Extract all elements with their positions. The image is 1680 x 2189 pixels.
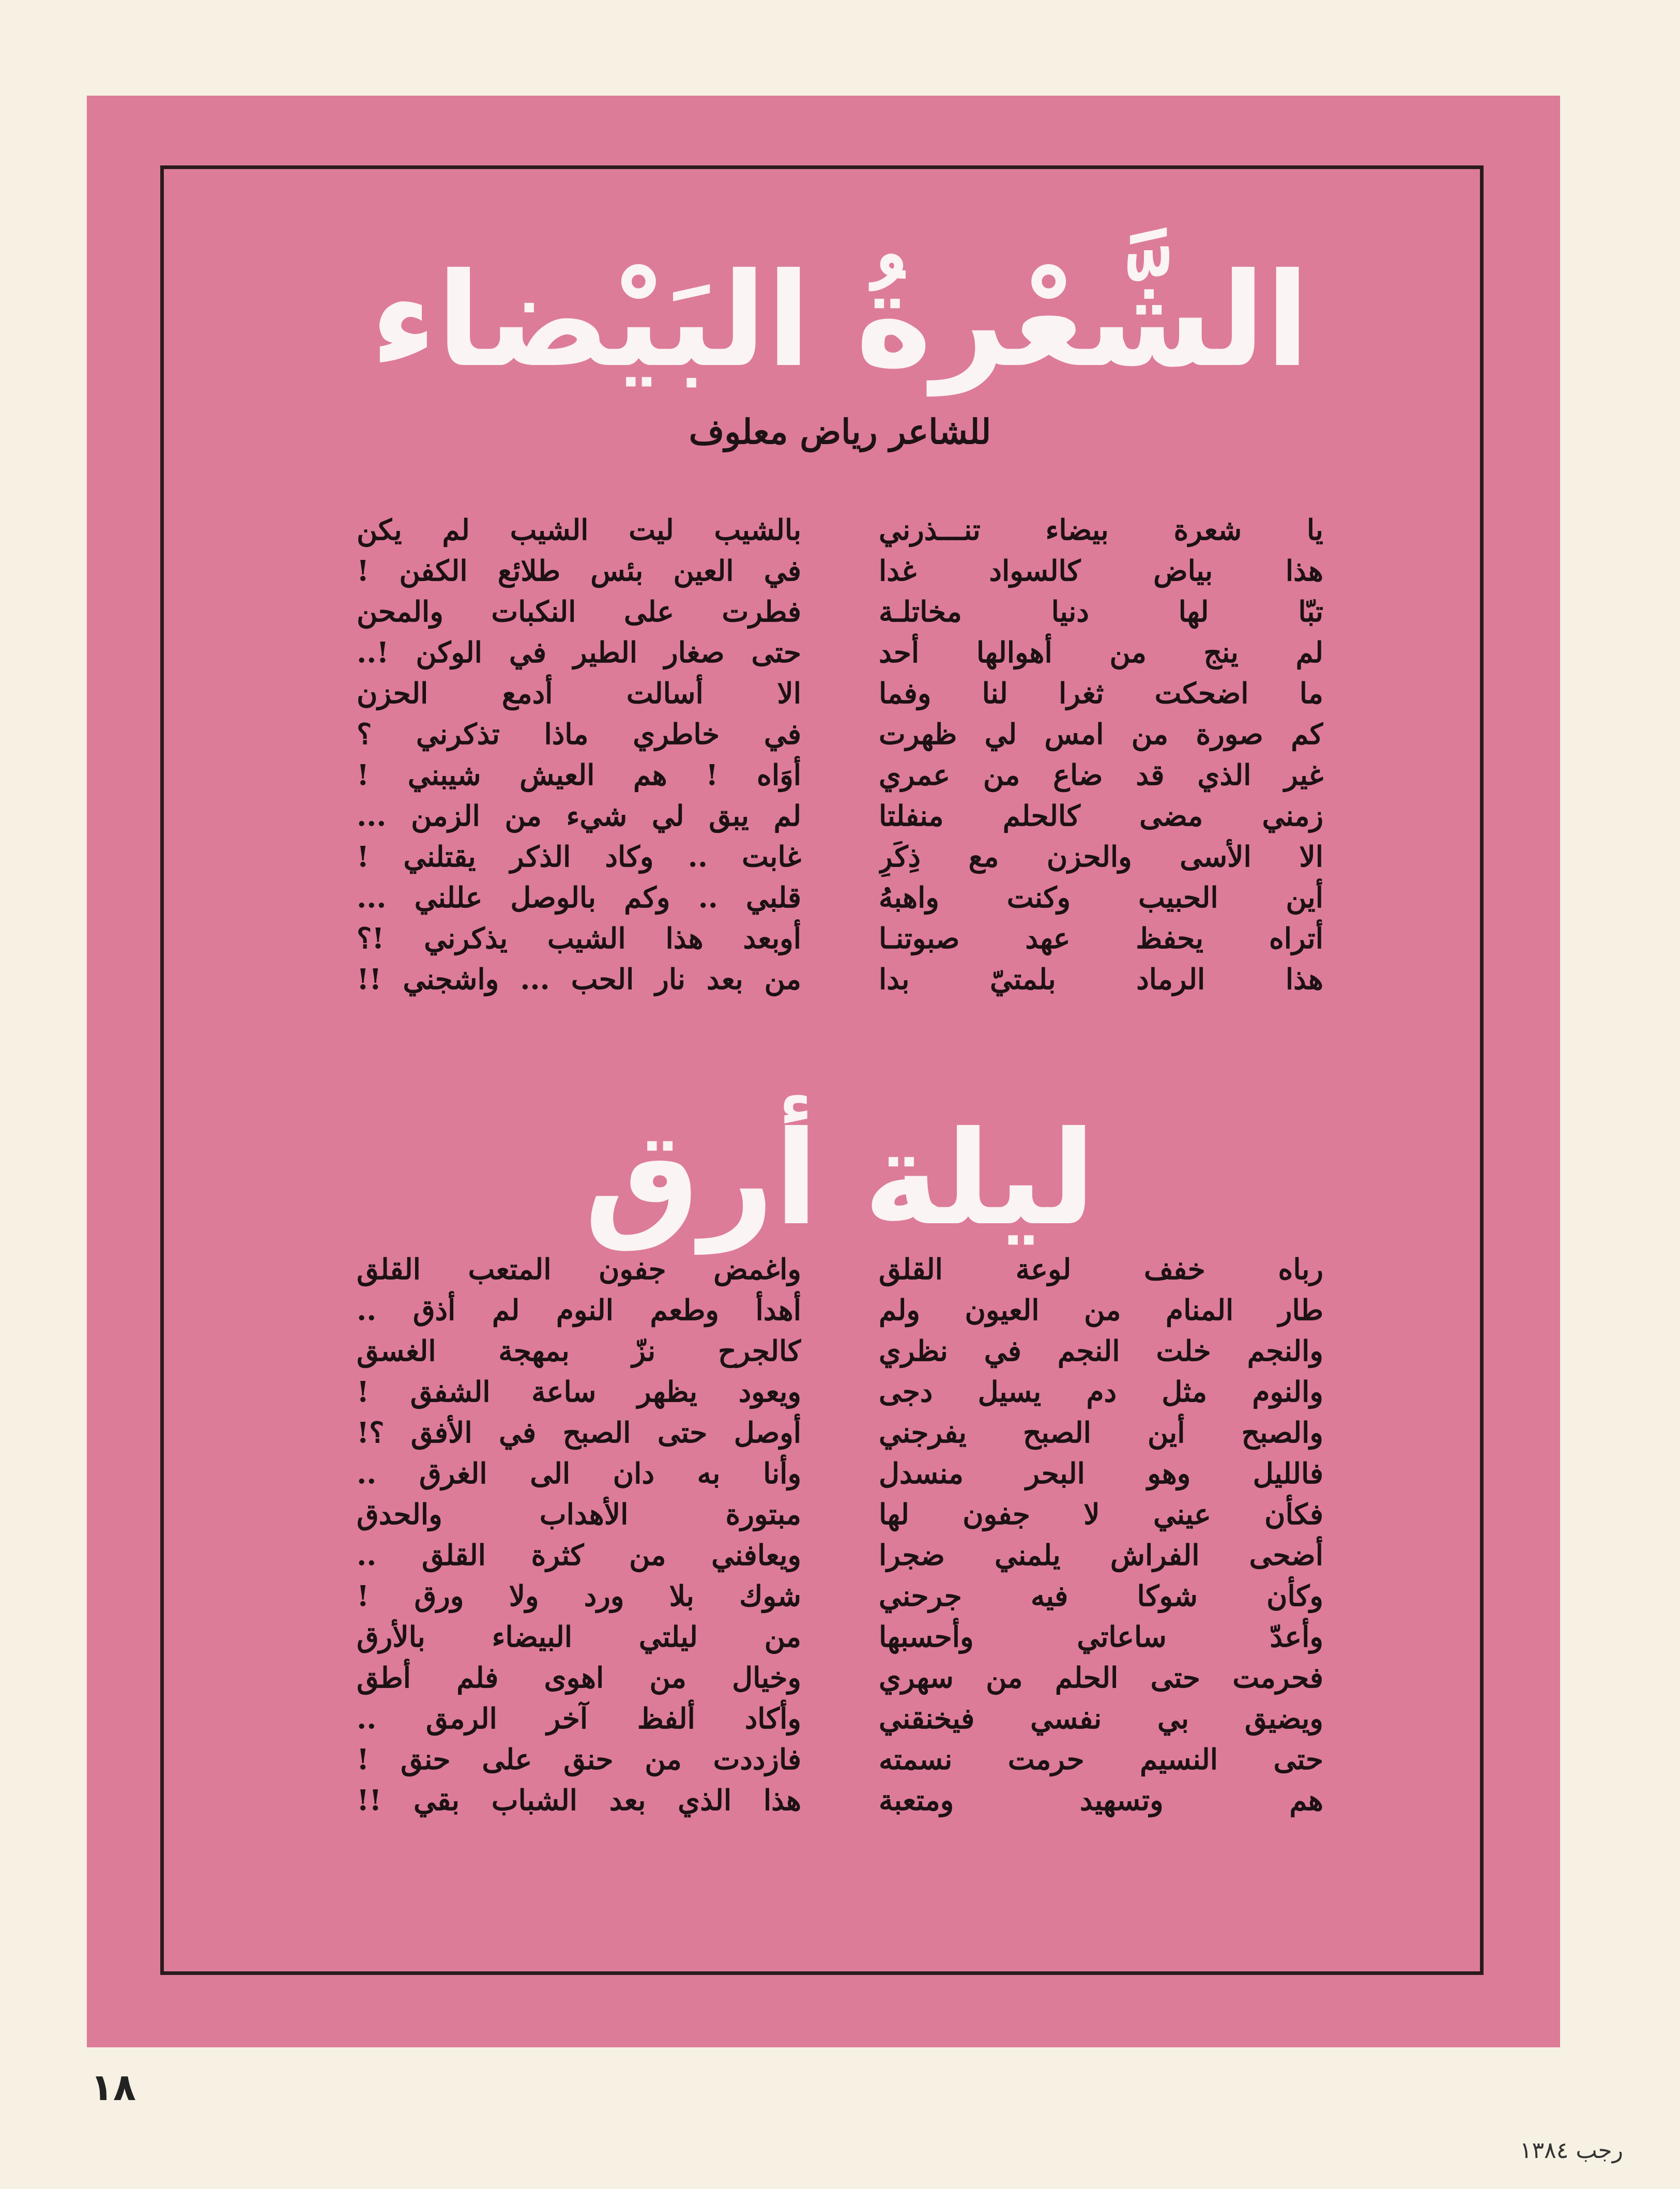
verse-line: بالشيب ليت الشيب لم يكن [357,513,801,546]
poem2-column-right [879,1249,1323,1820]
verse-line: أوَاه ! هم العيش شيبني ! [357,758,801,792]
verse-line: كالجرح نزّ بمهجة الغسق [357,1334,801,1367]
verse-line: الا الأسى والحزن مع ذِكَرٍ [879,840,1323,873]
verse-line: ما اضحكت ثغرا لنا وفما [879,676,1323,710]
verse-line: غير الذي قد ضاع من عمري [879,758,1323,792]
issue-date: رجب ١٣٨٤ [1519,2137,1623,2164]
verse-line: قلبي .. وكم بالوصل عللني ... [357,880,801,914]
verse-line: في خاطري ماذا تذكرني ؟ [357,717,801,751]
verse-line: زمني مضى كالحلم منفلتا [879,799,1323,832]
verse-line: فحرمت حتى الحلم من سهري [879,1661,1323,1694]
verse-line: أهدأ وطعم النوم لم أذق .. [357,1293,801,1327]
poem1-column-left [357,509,801,999]
verse-line: شوك بلا ورد ولا ورق ! [357,1579,801,1613]
verse-line: وكأن شوكا فيه جرحني [879,1579,1323,1613]
verse-line: أتراه يحفظ عهد صبوتنـا [879,921,1323,955]
verse-line: لم ينج من أهوالها أحد [879,635,1323,669]
verse-line: وأنا به دان الى الغرق .. [357,1456,801,1490]
verse-line: من بعد نار الحب ... واشجني !! [357,962,801,996]
verse-line: حتى صغار الطير في الوكن !.. [357,635,801,669]
verse-line: ويعافني من كثرة القلق .. [357,1538,801,1572]
verse-line: هذا بياض كالسواد غدا [879,554,1323,587]
verse-line: طار المنام من العيون ولم [879,1293,1323,1327]
verse-line: فكأن عيني لا جفون لها [879,1497,1323,1531]
verse-line: وأكاد ألفظ آخر الرمق .. [357,1701,801,1735]
verse-line: من ليلتي البيضاء بالأرق [357,1620,801,1653]
verse-line: أين الحبيب وكنت واهبهُ [879,880,1323,914]
verse-line: أضحى الفراش يلمني ضجرا [879,1538,1323,1572]
verse-line: غابت .. وكاد الذكر يقتلني ! [357,840,801,873]
verse-line: وخيال من اهوى فلم أطق [357,1661,801,1694]
verse-line: هذا الرماد بلمتيّ بدا [879,962,1323,996]
verse-line: ويضيق بي نفسي فيخنقني [879,1701,1323,1735]
verse-line: رباه خفف لوعة القلق [879,1252,1323,1286]
verse-line: مبتورة الأهداب والحدق [357,1497,801,1531]
verse-line: حتى النسيم حرمت نسمته [879,1742,1323,1776]
verse-line: والصبح أين الصبح يفرجني [879,1416,1323,1449]
verse-line: فازددت من حنق على حنق ! [357,1742,801,1776]
verse-line: أوصل حتى الصبح في الأفق ؟! [357,1416,801,1449]
verse-line: وأعدّ ساعاتي وأحسبها [879,1620,1323,1653]
verse-line: أوبعد هذا الشيب يذكرني !؟ [357,921,801,955]
verse-line: تبّا لها دنيا مخاتلـة [879,595,1323,628]
poem2-title: ليلة أرق [584,1103,1096,1254]
verse-line: والنوم مثل دم يسيل دجى [879,1375,1323,1408]
verse-line: فالليل وهو البحر منسدل [879,1456,1323,1490]
verse-line: يا شعرة بيضاء تنـــذرني [879,513,1323,546]
verse-line: كم صورة من امس لي ظهرت [879,717,1323,751]
verse-line: واغمض جفون المتعب القلق [357,1252,801,1286]
poem1-byline: للشاعر رياض معلوف [689,412,991,452]
poem1-column-right [879,509,1323,999]
verse-line: هذا الذي بعد الشباب بقي !! [357,1783,801,1817]
verse-line: والنجم خلت النجم في نظري [879,1334,1323,1367]
poem1-title: الشَّعْرةُ البَيْضاء [370,245,1310,396]
verse-line: لم يبق لي شيء من الزمن ... [357,799,801,832]
verse-line: هم وتسهيد ومتعبة [879,1783,1323,1817]
verse-line: فطرت على النكبات والمحن [357,595,801,628]
verse-line: ويعود يظهر ساعة الشفق ! [357,1375,801,1408]
page-number: ١٨ [90,2065,136,2109]
poem2-column-left [357,1249,801,1820]
verse-line: الا أسالت أدمع الحزن [357,676,801,710]
verse-line: في العين بئس طلائع الكفن ! [357,554,801,587]
